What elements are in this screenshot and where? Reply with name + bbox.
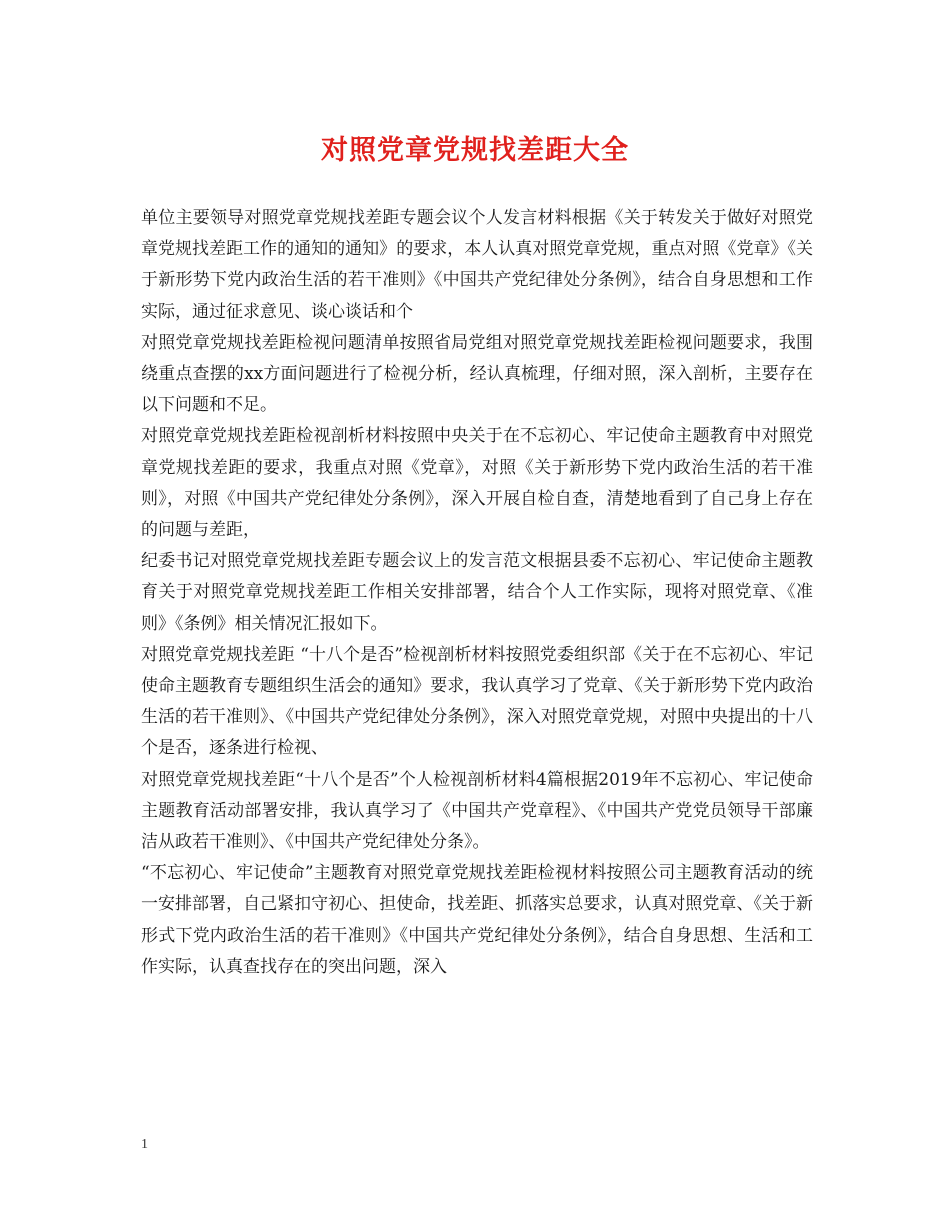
paragraph: 单位主要领导对照党章党规找差距专题会议个人发言材料根据《关于转发关于做好对照党章党规找差距工作的通知的通知》的要求，本人认真对照党章党规，重点对照《党章》《关于新形势下党内政治生活的若干准则》《中国共产党纪律处分条例》，结合自身思想和工作实际，通过征求意见、谈心谈话和个 [141, 208, 813, 322]
paragraph: 纪委书记对照党章党规找差距专题会议上的发言范文根据县委不忘初心、牢记使命主题教育关于对照党章党规找差距工作相关安排部署，结合个人工作实际，现将对照党章、《准则》《条例》相关情况汇报如下。 [141, 551, 813, 634]
document-body [141, 203, 813, 983]
paragraph: “不忘初心、牢记使命”主题教育对照党章党规找差距检视材料按照公司主题教育活动的统一安排部署，自己紧扣守初心、担使命，找差距、抓落实总要求，认真对照党章、《关于新形式下党内政治生活的若干准则》《中国共产党纪律处分条例》，结合自身思想、生活和工作实际，认真查找存在的突出问题，深入 [141, 863, 813, 977]
document-title: 对照党章党规找差距大全 [321, 135, 629, 166]
paragraph: 对照党章党规找差距检视剖析材料按照中央关于在不忘初心、牢记使命主题教育中对照党章党规找差距的要求，我重点对照《党章》，对照《关于新形势下党内政治生活的若干准则》，对照《中国共产党纪律处分条例》，深入开展自检自查，清楚地看到了自己身上存在的问题与差距， [141, 426, 813, 541]
paragraph: 对照党章党规找差距 “十八个是否”检视剖析材料按照党委组织部《关于在不忘初心、牢记使命主题教育专题组织生活会的通知》要求，我认真学习了党章、《关于新形势下党内政治生活的若干准则》、《中国共产党纪律处分条例》，深入对照党章党规，对照中央提出的十八个是否，逐条进行检视、 [141, 644, 813, 759]
paragraph: 对照党章党规找差距“十八个是否”个人检视剖析材料4篇根据2019年不忘初心、牢记使命主题教育活动部署安排，我认真学习了《中国共产党章程》、《中国共产党党员领导干部廉洁从政若干准则》、《中国共产党纪律处分条》。 [141, 769, 813, 853]
paragraph: 对照党章党规找差距检视问题清单按照省局党组对照党章党规找差距检视问题要求，我围绕重点查摆的xx方面问题进行了检视分析，经认真梳理，仔细对照，深入剖析，主要存在以下问题和不足。 [141, 332, 813, 416]
page-number: 1 [141, 1137, 148, 1152]
